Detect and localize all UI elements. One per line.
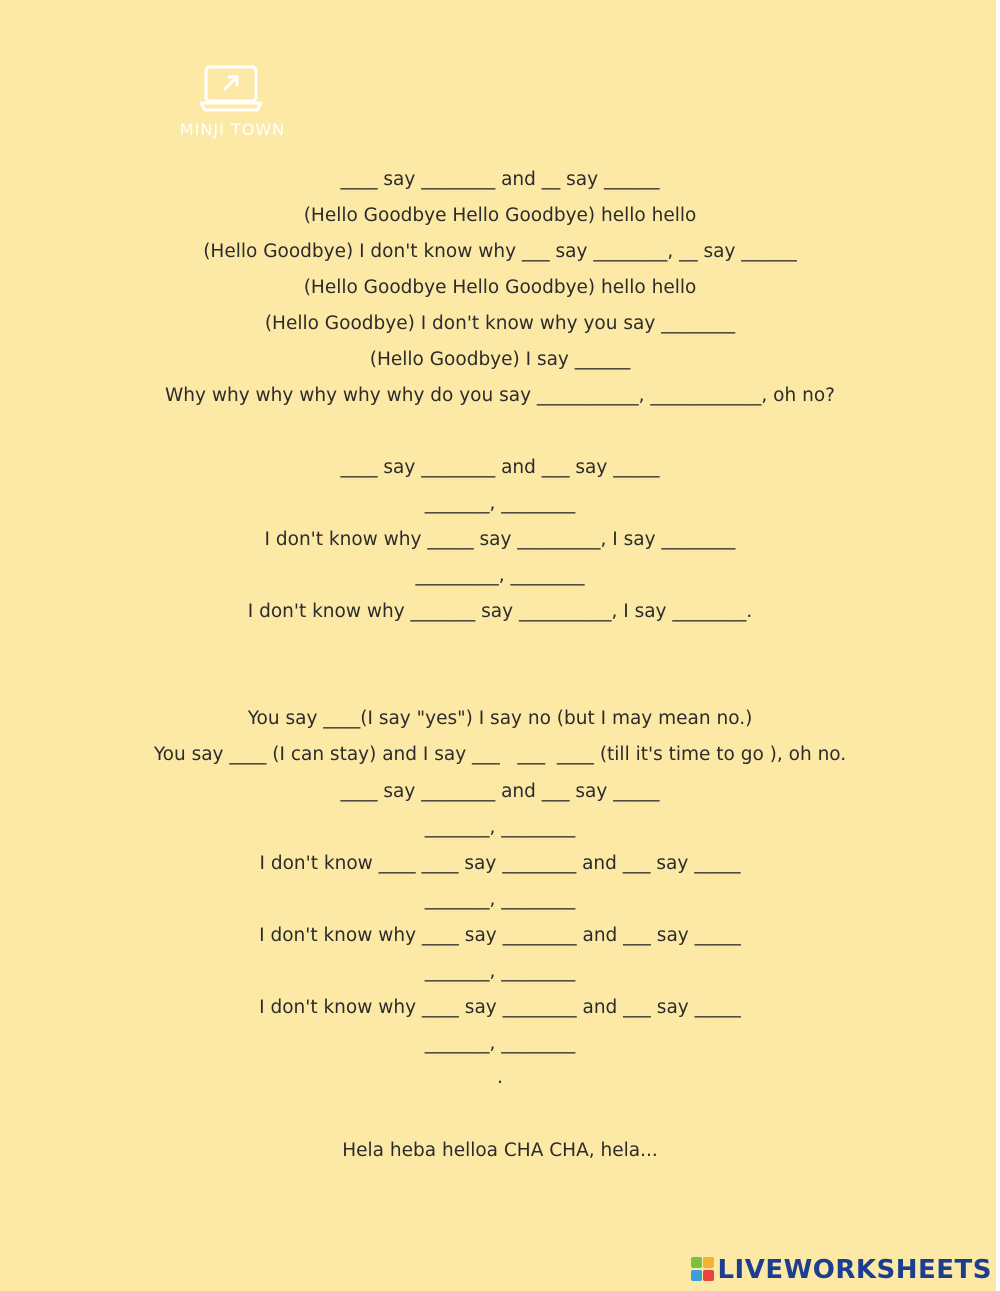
lyric-line: I don't know why _____ say _________, I say ________ — [264, 529, 736, 550]
lyric-line: . — [497, 1067, 503, 1088]
lyric-line: _______, ________ — [424, 1033, 576, 1054]
lyric-line: _________, ________ — [415, 565, 585, 586]
lyric-line: You say ____ (I can stay) and I say ___ ___ ____ (till it's time to go ), oh no. — [153, 744, 847, 765]
liveworksheets-brand — [691, 1255, 992, 1285]
lyric-line: ____ say ________ and ___ say _____ — [340, 781, 660, 802]
lyric-line: I don't know why ____ say ________ and ___ say _____ — [259, 997, 741, 1018]
lyric-line: (Hello Goodbye) I don't know why ___ say ________, __ say ______ — [203, 241, 797, 262]
lyric-line: ____ say ________ and __ say ______ — [340, 169, 660, 190]
lyric-line: Why why why why why why do you say ___________, ____________, oh no? — [165, 385, 835, 406]
laptop-icon — [198, 62, 264, 114]
right-edge-strip — [996, 0, 1000, 1291]
lyric-line: (Hello Goodbye Hello Goodbye) hello hello — [303, 277, 697, 298]
lyric-line: _______, ________ — [424, 493, 576, 514]
lyric-line: ____ say ________ and ___ say _____ — [340, 457, 660, 478]
lyric-line: (Hello Goodbye) I say ______ — [369, 349, 631, 370]
brand-text: LIVEWORKSHEETS — [717, 1255, 992, 1285]
liveworksheets-blocks-icon — [691, 1257, 715, 1283]
logo-text: MINJI TOWN — [179, 120, 286, 139]
outro-line: Hela heba helloa CHA CHA, hela... — [342, 1140, 658, 1161]
minji-town-logo — [160, 62, 305, 142]
lyric-line: _______, ________ — [424, 817, 576, 838]
lyric-line: _______, ________ — [424, 889, 576, 910]
lyric-line: I don't know ____ ____ say ________ and ___ say _____ — [259, 853, 741, 874]
lyric-line: _______, ________ — [424, 961, 576, 982]
lyric-line: I don't know why _______ say __________, I say ________. — [247, 601, 753, 622]
lyric-line: You say ____(I say "yes") I say no (but I may mean no.) — [247, 708, 753, 729]
lyric-line: (Hello Goodbye) I don't know why you say ________ — [264, 313, 736, 334]
lyric-line: I don't know why ____ say ________ and ___ say _____ — [259, 925, 741, 946]
lyric-line: (Hello Goodbye Hello Goodbye) hello hello — [303, 205, 697, 226]
